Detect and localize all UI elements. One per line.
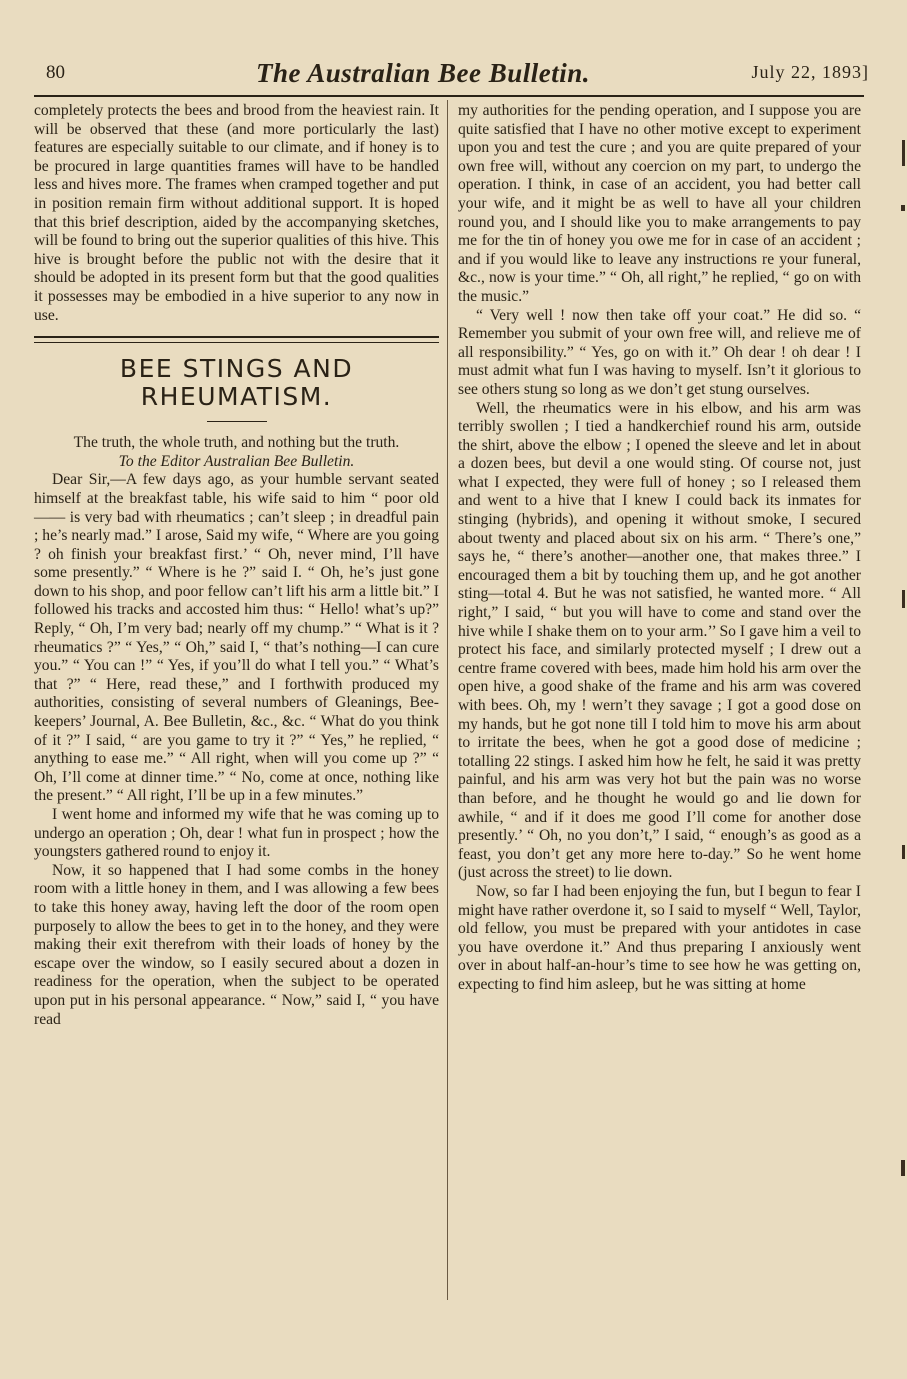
article-subtitle: The truth, the whole truth, and nothing but the truth.	[73, 434, 400, 452]
header-rule	[34, 95, 864, 97]
left-column	[34, 102, 439, 1029]
title-rule	[207, 421, 267, 422]
binding-mark	[901, 1160, 905, 1176]
editor-dedication: To the Editor Australian Bee Bulletin.	[118, 452, 355, 470]
article-paragraph: Now, it so happened that I had some combs in the honey room with a little honey in them, and I was allowing a few bees to take this honey away, having left the door of the room open purposely to allow the bees to get in to the honey, and they were making their exit therefrom with their loads of honey by the escape over the window, so I easily secured about a dozen in readiness for the operation, when the subject to be operated upon put in his personal appearance. “ Now,” said I, “ you have read	[34, 861, 439, 1028]
continued-paragraph: completely protects the bees and brood from the heaviest rain. It will be observed that these (and more porticularly the last) features are especially suitable to our climate, and if honey is to be procured in large quantities frames will have to be handled less and hives more. The frames when cramped together and put in position remain firm without additional support. It is hoped that this brief description, aided by the accompanying sketches, will be found to bring out the superior qualities of this hive. This hive is brought before the public not with the desire that it should be adopted in its present form but that the good qualities it possesses may be embodied in a hive superior to any now in use.	[34, 102, 439, 324]
journal-title: The Australian Bee Bulletin.	[256, 58, 591, 88]
article-paragraph: I went home and informed my wife that he was coming up to undergo an operation ; Oh, dear ! what fun in prospect ; how the youngsters gathered round to enjoy it.	[34, 806, 439, 861]
section-divider	[34, 336, 439, 343]
article-paragraph: Dear Sir,—A few days ago, as your humble servant seated himself at the breakfast table, his wife said to him “ poor old —— is very bad with rheumatics ; can’t sleep ; in dreadful pain ; he’s nearly mad.” I arose, Said my wife, “ Where are you going ? oh finish your breakfast first.’ “ Oh, never mind, I’ll have some presently.” “ Where is he ?” said I. “ Oh, he’s just gone down to his shop, and poor fellow can’t lift his arm a little bit.” I followed his tracks and accosted him thus: “ Hello! what’s up?” Reply, “ Oh, I’m very bad; nearly off my chump.” “ What is it ? rheumatics ?” “ Yes,” “ Oh,” said I, “ that’s nothing—I can cure you.” “ You can !” “ Yes, if you’ll do what I tell you.” “ What’s that ?” “ Here, read these,” and I forthwith produced my authorities, consisting of several numbers of Gleanings, Bee-keepers’ Journal, A. Bee Bulletin, &c., &c. “ What do you think of it ?” I said, “ are you game to try it ?” “ Yes,” he replied, “ anything to ease me.” “ All right, when will you come up ?” “ Oh, I’ll come at dinner time.” “ No, come at once, nothing like the present.” “ All right, I’ll be up in a few minutes.”	[34, 471, 439, 805]
binding-mark	[902, 140, 905, 166]
article-paragraph: Now, so far I had been enjoying the fun, but I begun to fear I might have rather overdone it, so I said to myself “ Well, Taylor, old fellow, you must be prepared with your antidotes in case you have overdone it.” And thus preparing I anxiously went over in about half-an-hour’s time to see how he was getting on, expecting to find him asleep, but he was sitting at home	[458, 882, 861, 993]
binding-mark	[902, 845, 905, 859]
binding-mark	[901, 205, 905, 211]
article-paragraph: Well, the rheumatics were in his elbow, and his arm was terribly swollen ; I tied a handkerchief round his arm, outside the shirt, above the elbow ; I opened the sleeve and let in about a dozen bees, but devil a one would sting. Of course not, just what I expected, they were full of honey ; so I released them and went to a hive that I knew I could back its inmates for stinging (hybrids), and opening it without smoke, I secured about twenty and placed about six on his arm. “ There’s one,” says he, “ there’s another—another one, that makes three.” I encouraged them a bit by touching them up, and he got another sting—total 4. But he was not satisfied, he wanted more. “ All right,” I said, “ but you will have to come and stand over the hive while I shake them on to your arm.’’ So I gave him a veil to protect his face, and similarly protected myself ; I drew out a centre frame covered with bees, made him hold his arm over the open hive, a good shake of the frame and his arm was covered with bees. Oh, my ! wern’t they savage ; I got a good dose on my hands, but he got none till I told him to move his arm about to irritate the bees, when he got a good dose of medicine ; totalling 22 stings. I asked him how he felt, he said it was pretty painful, and his arm was very hot but the pain was no worse than before, and he thought he would go and lie down for awhile, “ and if it does me good I’ll come for another dose presently.’ “ Oh, no you don’t,” I said, “ enough’s as good as a feast, you don’t get any more here to-day.” So he went home (just across the street) to lie down.	[458, 399, 861, 882]
article-paragraph: my authorities for the pending operation, and I suppose you are quite satisfied that I have no other motive except to experiment upon you and test the cure ; and you are quite prepared of your own free will, without any coercion on my part, to undergo the operation. I think, in case of an accident, you had better call your wife, and it might be as well to have all your children round you, and I should like you to make arrangements to pay me for the tin of honey you owe me for in case of an accident ; and if you would like to leave any instructions re your funeral, &c., now is your time.” “ Oh, all right,” he replied, “ go on with the music.”	[458, 102, 861, 305]
column-divider	[447, 100, 448, 1300]
binding-mark	[902, 590, 905, 608]
binding-edge-marks	[897, 100, 907, 1350]
page-header	[46, 58, 869, 92]
article-title: BEE STINGS AND RHEUMATISM.	[119, 354, 354, 412]
page-number: 80	[46, 62, 65, 83]
issue-date: July 22, 1893]	[751, 62, 869, 82]
article-paragraph: “ Very well ! now then take off your coat.” He did so. “ Remember you submit of your own free will, and relieve me of all responsibility.” “ Yes, go on with it.” Oh dear ! oh dear ! I must admit what fun I was having to myself. Isn’t it glorious to see others stung so long as we don’t get stung ourselves.	[458, 306, 861, 398]
right-column	[458, 102, 861, 995]
